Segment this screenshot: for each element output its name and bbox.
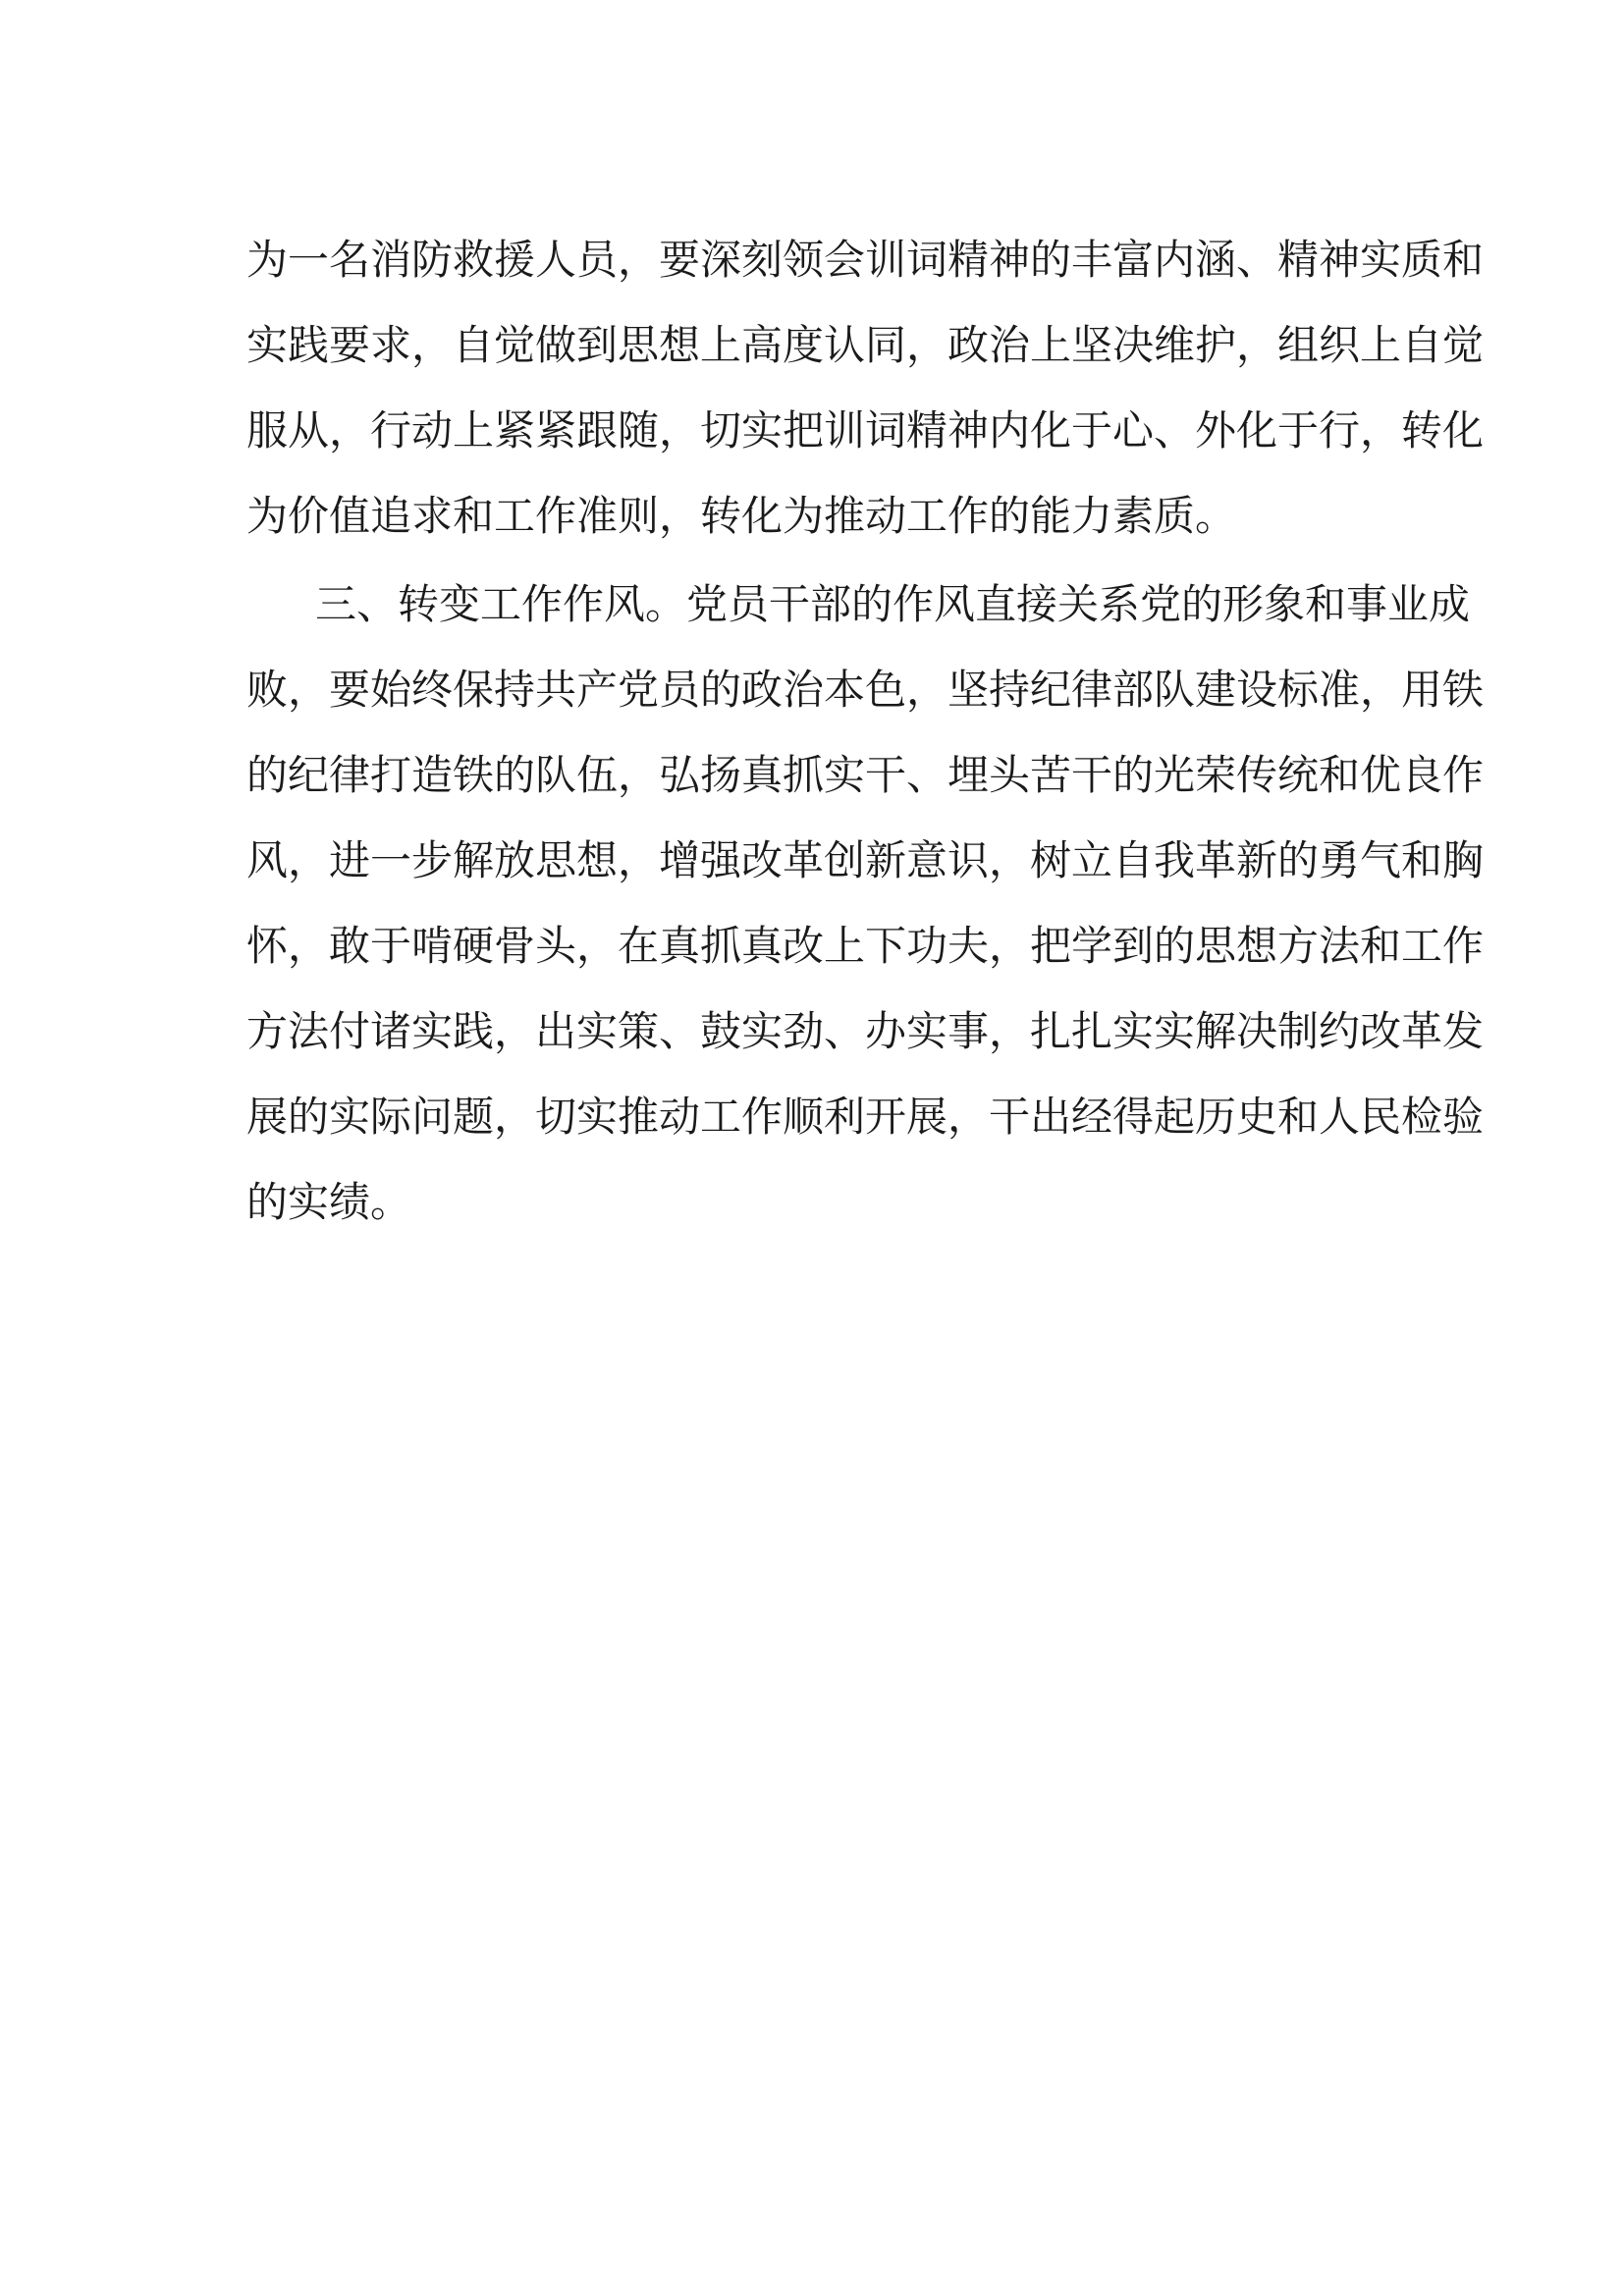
paragraph-line: 方法付诸实践，出实策、鼓实劲、办实事，扎扎实实解决制约改革发 — [246, 1007, 1485, 1055]
paragraph-line: 为一名消防救援人员，要深刻领会训词精神的丰富内涵、精神实质和 — [246, 236, 1485, 284]
paragraph-line: 服从，行动上紧紧跟随，切实把训词精神内化于心、外化于行，转化 — [246, 406, 1485, 454]
paragraph-line: 怀，敢于啃硬骨头，在真抓真改上下功夫，把学到的思想方法和工作 — [246, 922, 1485, 970]
paragraph-continuation — [246, 217, 1485, 559]
paragraph-line: 的纪律打造铁的队伍，弘扬真抓实干、埋头苦干的光荣传统和优良作 — [246, 751, 1485, 799]
paragraph-line: 败，要始终保持共产党员的政治本色，坚持纪律部队建设标准，用铁 — [246, 666, 1485, 714]
paragraph-line: 三、转变工作作风。党员干部的作风直接关系党的形象和事业成 — [315, 580, 1471, 628]
paragraph-line: 为价值追求和工作准则，转化为推动工作的能力素质。 — [246, 492, 1237, 540]
paragraph-line: 的实绩。 — [246, 1178, 412, 1226]
paragraph-work-style — [246, 561, 1485, 1245]
paragraph-line: 风，进一步解放思想，增强改革创新意识，树立自我革新的勇气和胸 — [246, 836, 1485, 884]
paragraph-line: 实践要求，自觉做到思想上高度认同，政治上坚决维护，组织上自觉 — [246, 321, 1485, 369]
paragraph-line: 展的实际问题，切实推动工作顺利开展，干出经得起历史和人民检验 — [246, 1093, 1485, 1141]
